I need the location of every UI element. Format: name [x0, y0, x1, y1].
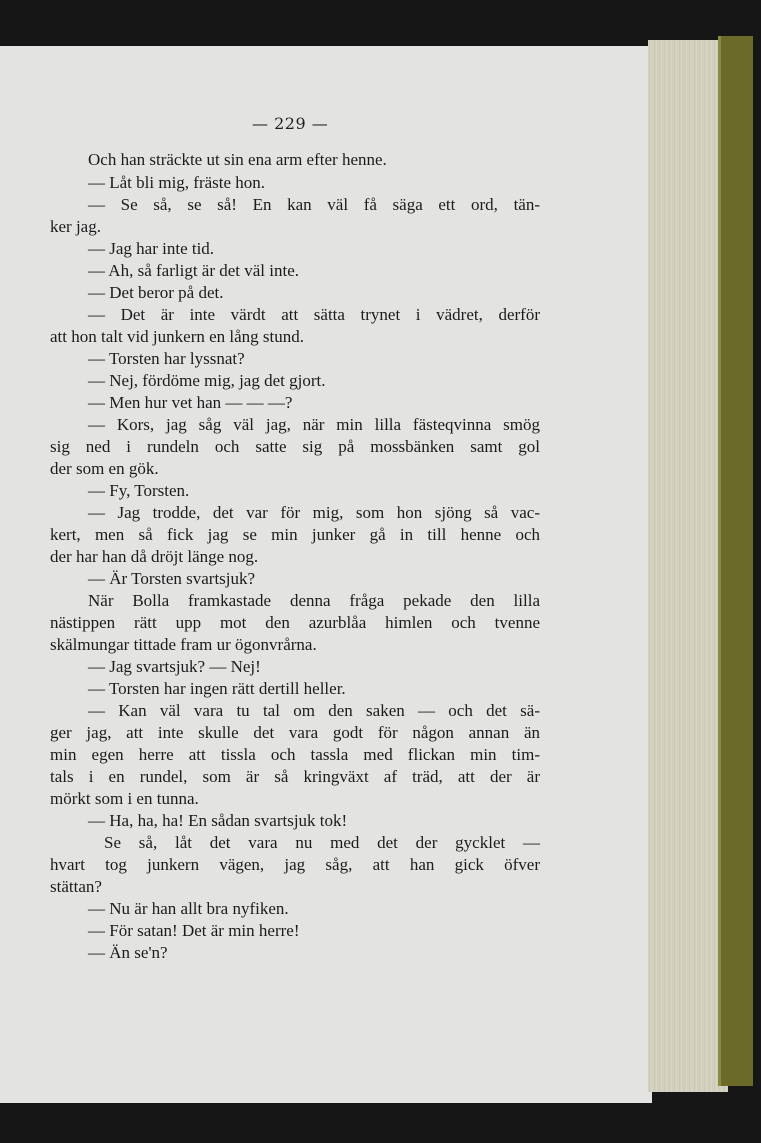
text-line: — Fy, Torsten.: [88, 481, 190, 500]
text-line: — Än se'n?: [88, 943, 168, 962]
text-line: — Det beror på det.: [88, 283, 224, 302]
text-line: — Men hur vet han — — —?: [88, 393, 293, 412]
text-line: — Kan väl vara tu tal om den saken — och det sä-: [88, 701, 540, 720]
text-line: sig ned i rundeln och satte sig på mossbänken samt gol: [50, 437, 540, 456]
page-number: — 229 —: [252, 114, 329, 133]
text-line: — Nu är han allt bra nyfiken.: [88, 899, 289, 918]
text-line: ger jag, att inte skulle det vara godt för någon annan än: [50, 723, 540, 742]
text-line: kert, men så fick jag se min junker gå in till henne och: [50, 525, 540, 544]
text-line: — Jag har inte tid.: [88, 239, 215, 258]
text-line: hvart tog junkern vägen, jag såg, att han gick öfver: [50, 855, 540, 874]
text-line: tals i en rundel, som är så kringväxt af träd, att der är: [50, 767, 540, 786]
text-line: — Torsten har lyssnat?: [88, 349, 245, 368]
text-line: der har han då dröjt länge nog.: [50, 547, 259, 566]
text-line: — För satan! Det är min herre!: [88, 921, 300, 940]
text-line: — Jag svartsjuk? — Nej!: [88, 657, 261, 676]
text-line: Se så, låt det vara nu med det der gycklet —: [104, 833, 540, 852]
text-line: — Torsten har ingen rätt dertill heller.: [88, 679, 346, 698]
text-line: När Bolla framkastade denna fråga pekade den lilla: [88, 591, 540, 610]
text-line: — Ah, så farligt är det väl inte.: [88, 261, 300, 280]
text-line: nästippen rätt upp mot den azurblåa himlen och tvenne: [50, 613, 540, 632]
text-line: — Ha, ha, ha! En sådan svartsjuk tok!: [88, 811, 348, 830]
text-line: stättan?: [50, 877, 102, 896]
text-line: — Låt bli mig, fräste hon.: [88, 173, 266, 192]
book-cover-edge: [718, 36, 753, 1086]
text-line: ker jag.: [50, 217, 101, 236]
text-line: mörkt som i en tunna.: [50, 789, 199, 808]
text-line: — Är Torsten svartsjuk?: [88, 569, 256, 588]
page-edges: [648, 40, 728, 1092]
text-line: — Jag trodde, det var för mig, som hon sjöng så vac-: [88, 503, 540, 522]
text-line: der som en gök.: [50, 459, 159, 478]
text-line: — Kors, jag såg väl jag, när min lilla fästeqvinna smög: [88, 415, 540, 434]
text-line: — Se så, se så! En kan väl få säga ett ord, tän-: [88, 195, 540, 214]
text-line: Och han sträckte ut sin ena arm efter henne.: [88, 150, 387, 169]
text-line: — Nej, fördöme mig, jag det gjort.: [88, 371, 326, 390]
text-line: min egen herre att tissla och tassla med flickan min tim-: [50, 745, 540, 764]
text-line: — Det är inte värdt att sätta trynet i vädret, derför: [88, 305, 540, 324]
text-line: skälmungar tittade fram ur ögonvrårna.: [50, 635, 317, 654]
text-line: att hon talt vid junkern en lång stund.: [50, 327, 305, 346]
